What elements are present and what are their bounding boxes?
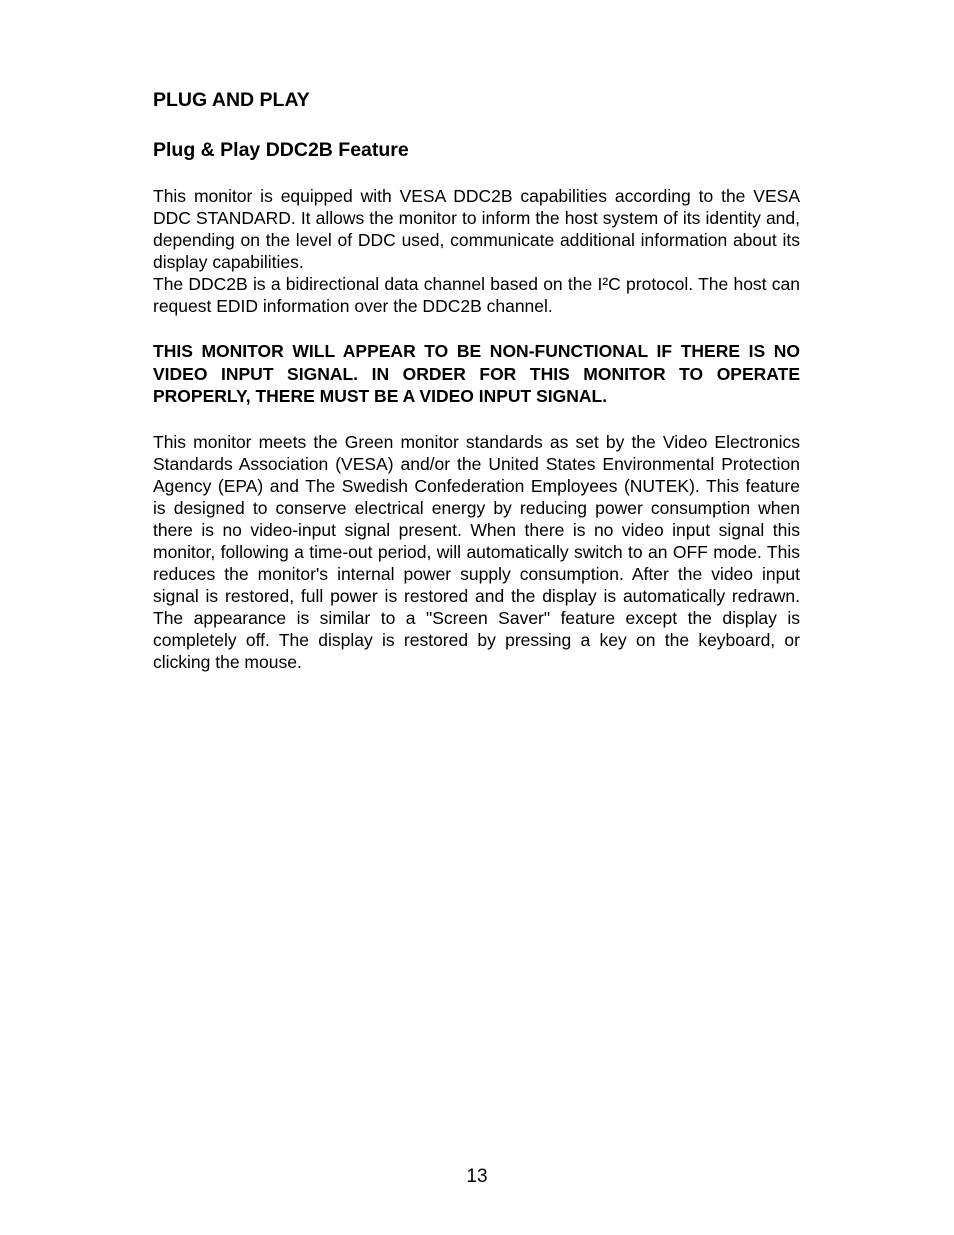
section-title: PLUG AND PLAY: [153, 89, 310, 111]
subsection-title: Plug & Play DDC2B Feature: [153, 139, 409, 161]
page-content: [153, 88, 800, 673]
ddc-intro-paragraph: This monitor is equipped with VESA DDC2B capabilities according to the VESA DDC STANDARD. It allows the monitor to inform the host system of its identity and, depending on the level of DDC used, communicate additional information about its display capabilities.: [153, 186, 800, 272]
green-monitor-paragraph: This monitor meets the Green monitor standards as set by the Video Electronics Standards Association (VESA) and/or the United States Environmental Protection Agency (EPA) and The Swedish Confederation Employees (NUTEK). This feature is designed to conserve electrical energy by reducing power consumption when there is no video-input signal present. When there is no video input signal this monitor, following a time-out period, will automatically switch to an OFF mode. This reduces the monitor's internal power supply consumption. After the video input signal is restored, full power is restored and the display is automatically redrawn. The appearance is similar to a "Screen Saver" feature except the display is completely off. The display is restored by pressing a key on the keyboard, or clicking the mouse.: [153, 431, 800, 672]
page-number: 13: [466, 1166, 488, 1187]
ddc-channel-paragraph: The DDC2B is a bidirectional data channel based on the I²C protocol. The host can request EDID information over the DDC2B channel.: [153, 274, 800, 316]
warning-paragraph: THIS MONITOR WILL APPEAR TO BE NON-FUNCTIONAL IF THERE IS NO VIDEO INPUT SIGNAL. IN ORDER FOR THIS MONITOR TO OPERATE PROPERLY, THERE MUST BE A VIDEO INPUT SIGNAL.: [153, 341, 800, 406]
